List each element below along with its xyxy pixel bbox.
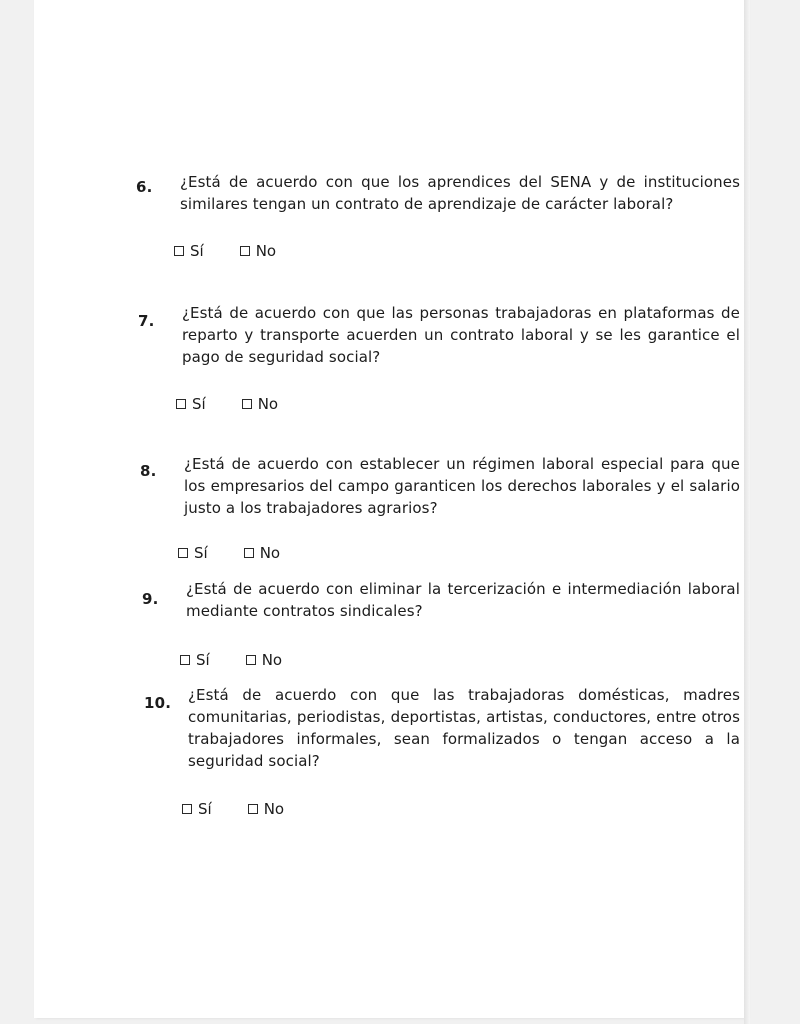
checkbox-icon[interactable] bbox=[182, 804, 192, 814]
question-text: ¿Está de acuerdo con que las trabajadoras domésticas, madres comunitarias, periodistas, deportistas, artistas, conductores, entre otros trabajadores informales, sean formalizados o tengan acceso a la seguridad social? bbox=[188, 686, 740, 770]
option-yes[interactable] bbox=[180, 651, 210, 669]
option-no-label: No bbox=[259, 544, 281, 562]
option-no[interactable] bbox=[246, 651, 282, 669]
answer-options bbox=[178, 544, 316, 562]
page-edge-shadow bbox=[744, 0, 750, 1024]
option-yes-label: Sí bbox=[192, 395, 206, 413]
option-no-label: No bbox=[261, 651, 283, 669]
question-number: 7. bbox=[138, 312, 155, 330]
checkbox-icon[interactable] bbox=[176, 399, 186, 409]
option-yes[interactable] bbox=[178, 544, 208, 562]
option-yes-label: Sí bbox=[194, 544, 208, 562]
checkbox-icon[interactable] bbox=[246, 655, 256, 665]
option-yes-label: Sí bbox=[196, 651, 210, 669]
answer-options bbox=[174, 242, 312, 260]
question-number: 9. bbox=[142, 590, 159, 608]
checkbox-icon[interactable] bbox=[178, 548, 188, 558]
option-yes[interactable] bbox=[176, 395, 206, 413]
option-no-label: No bbox=[255, 242, 277, 260]
option-yes-label: Sí bbox=[190, 242, 204, 260]
option-no-label: No bbox=[257, 395, 279, 413]
checkbox-icon[interactable] bbox=[180, 655, 190, 665]
checkbox-icon[interactable] bbox=[174, 246, 184, 256]
option-no[interactable] bbox=[242, 395, 278, 413]
question-number: 6. bbox=[136, 178, 153, 196]
question-text: ¿Está de acuerdo con establecer un régimen laboral especial para que los empresarios del campo garanticen los derechos laborales y el salario justo a los trabajadores agrarios? bbox=[184, 455, 740, 517]
checkbox-icon[interactable] bbox=[242, 399, 252, 409]
checkbox-icon[interactable] bbox=[244, 548, 254, 558]
option-yes[interactable] bbox=[174, 242, 204, 260]
question-number: 8. bbox=[140, 462, 157, 480]
answer-options bbox=[182, 800, 320, 818]
document-page bbox=[34, 0, 746, 1018]
option-no[interactable] bbox=[248, 800, 284, 818]
option-no-label: No bbox=[263, 800, 285, 818]
question-text: ¿Está de acuerdo con eliminar la tercerización e intermediación laboral mediante contratos sindicales? bbox=[186, 580, 740, 620]
option-no[interactable] bbox=[240, 242, 276, 260]
question-text: ¿Está de acuerdo con que las personas trabajadoras en plataformas de reparto y transporte acuerden un contrato laboral y se les garantice el pago de seguridad social? bbox=[182, 304, 740, 366]
question-number: 10. bbox=[144, 694, 172, 712]
option-no[interactable] bbox=[244, 544, 280, 562]
option-yes[interactable] bbox=[182, 800, 212, 818]
answer-options bbox=[180, 651, 318, 669]
question-text: ¿Está de acuerdo con que los aprendices del SENA y de instituciones similares tengan un contrato de aprendizaje de carácter laboral? bbox=[180, 173, 740, 213]
answer-options bbox=[176, 395, 314, 413]
option-yes-label: Sí bbox=[198, 800, 212, 818]
checkbox-icon[interactable] bbox=[248, 804, 258, 814]
checkbox-icon[interactable] bbox=[240, 246, 250, 256]
